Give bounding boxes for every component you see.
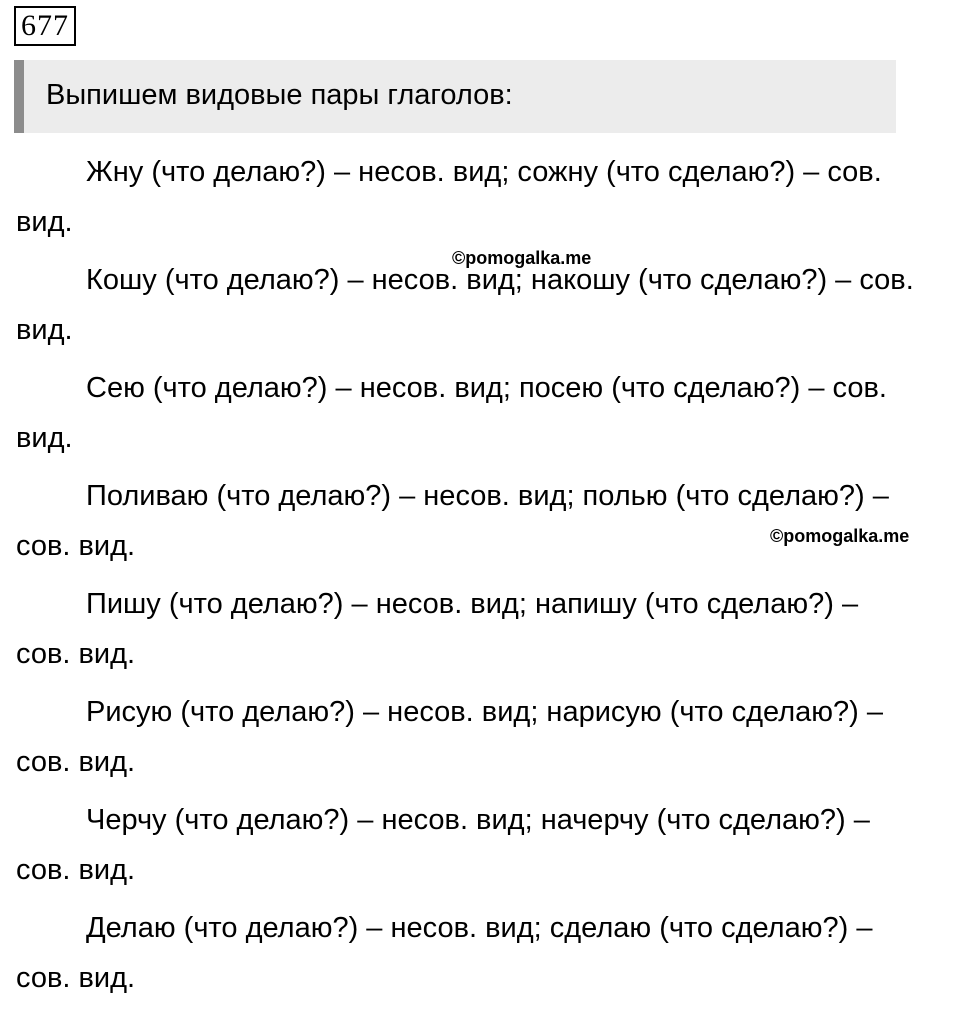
section-header [14, 60, 896, 133]
section-header-text: Выпишем видовые пары глаголов: [46, 79, 513, 111]
answer-item: Жну (что делаю?) – несов. вид; сожну (что сделаю?) – сов. вид. [16, 156, 882, 238]
answer-list [16, 147, 916, 1011]
answer-item: Кошу (что делаю?) – несов. вид; накошу (что сделаю?) – сов. вид. [16, 264, 914, 346]
answer-item: Черчу (что делаю?) – несов. вид; начерчу (что сделаю?) – сов. вид. [16, 804, 870, 886]
watermark: ©pomogalka.me [770, 526, 910, 546]
answer-item: Делаю (что делаю?) – несов. вид; сделаю (что сделаю?) – сов. вид. [16, 912, 873, 994]
answer-item: Поливаю (что делаю?) – несов. вид; полью (что сделаю?) – сов. вид. [16, 480, 889, 562]
task-number: 677 [14, 6, 76, 46]
answer-item: Сею (что делаю?) – несов. вид; посею (что сделаю?) – сов. вид. [16, 372, 887, 454]
answer-item: Пишу (что делаю?) – несов. вид; напишу (что сделаю?) – сов. вид. [16, 588, 859, 670]
watermark: ©pomogalka.me [452, 248, 592, 268]
answer-item: Рисую (что делаю?) – несов. вид; нарисую (что сделаю?) – сов. вид. [16, 696, 883, 778]
